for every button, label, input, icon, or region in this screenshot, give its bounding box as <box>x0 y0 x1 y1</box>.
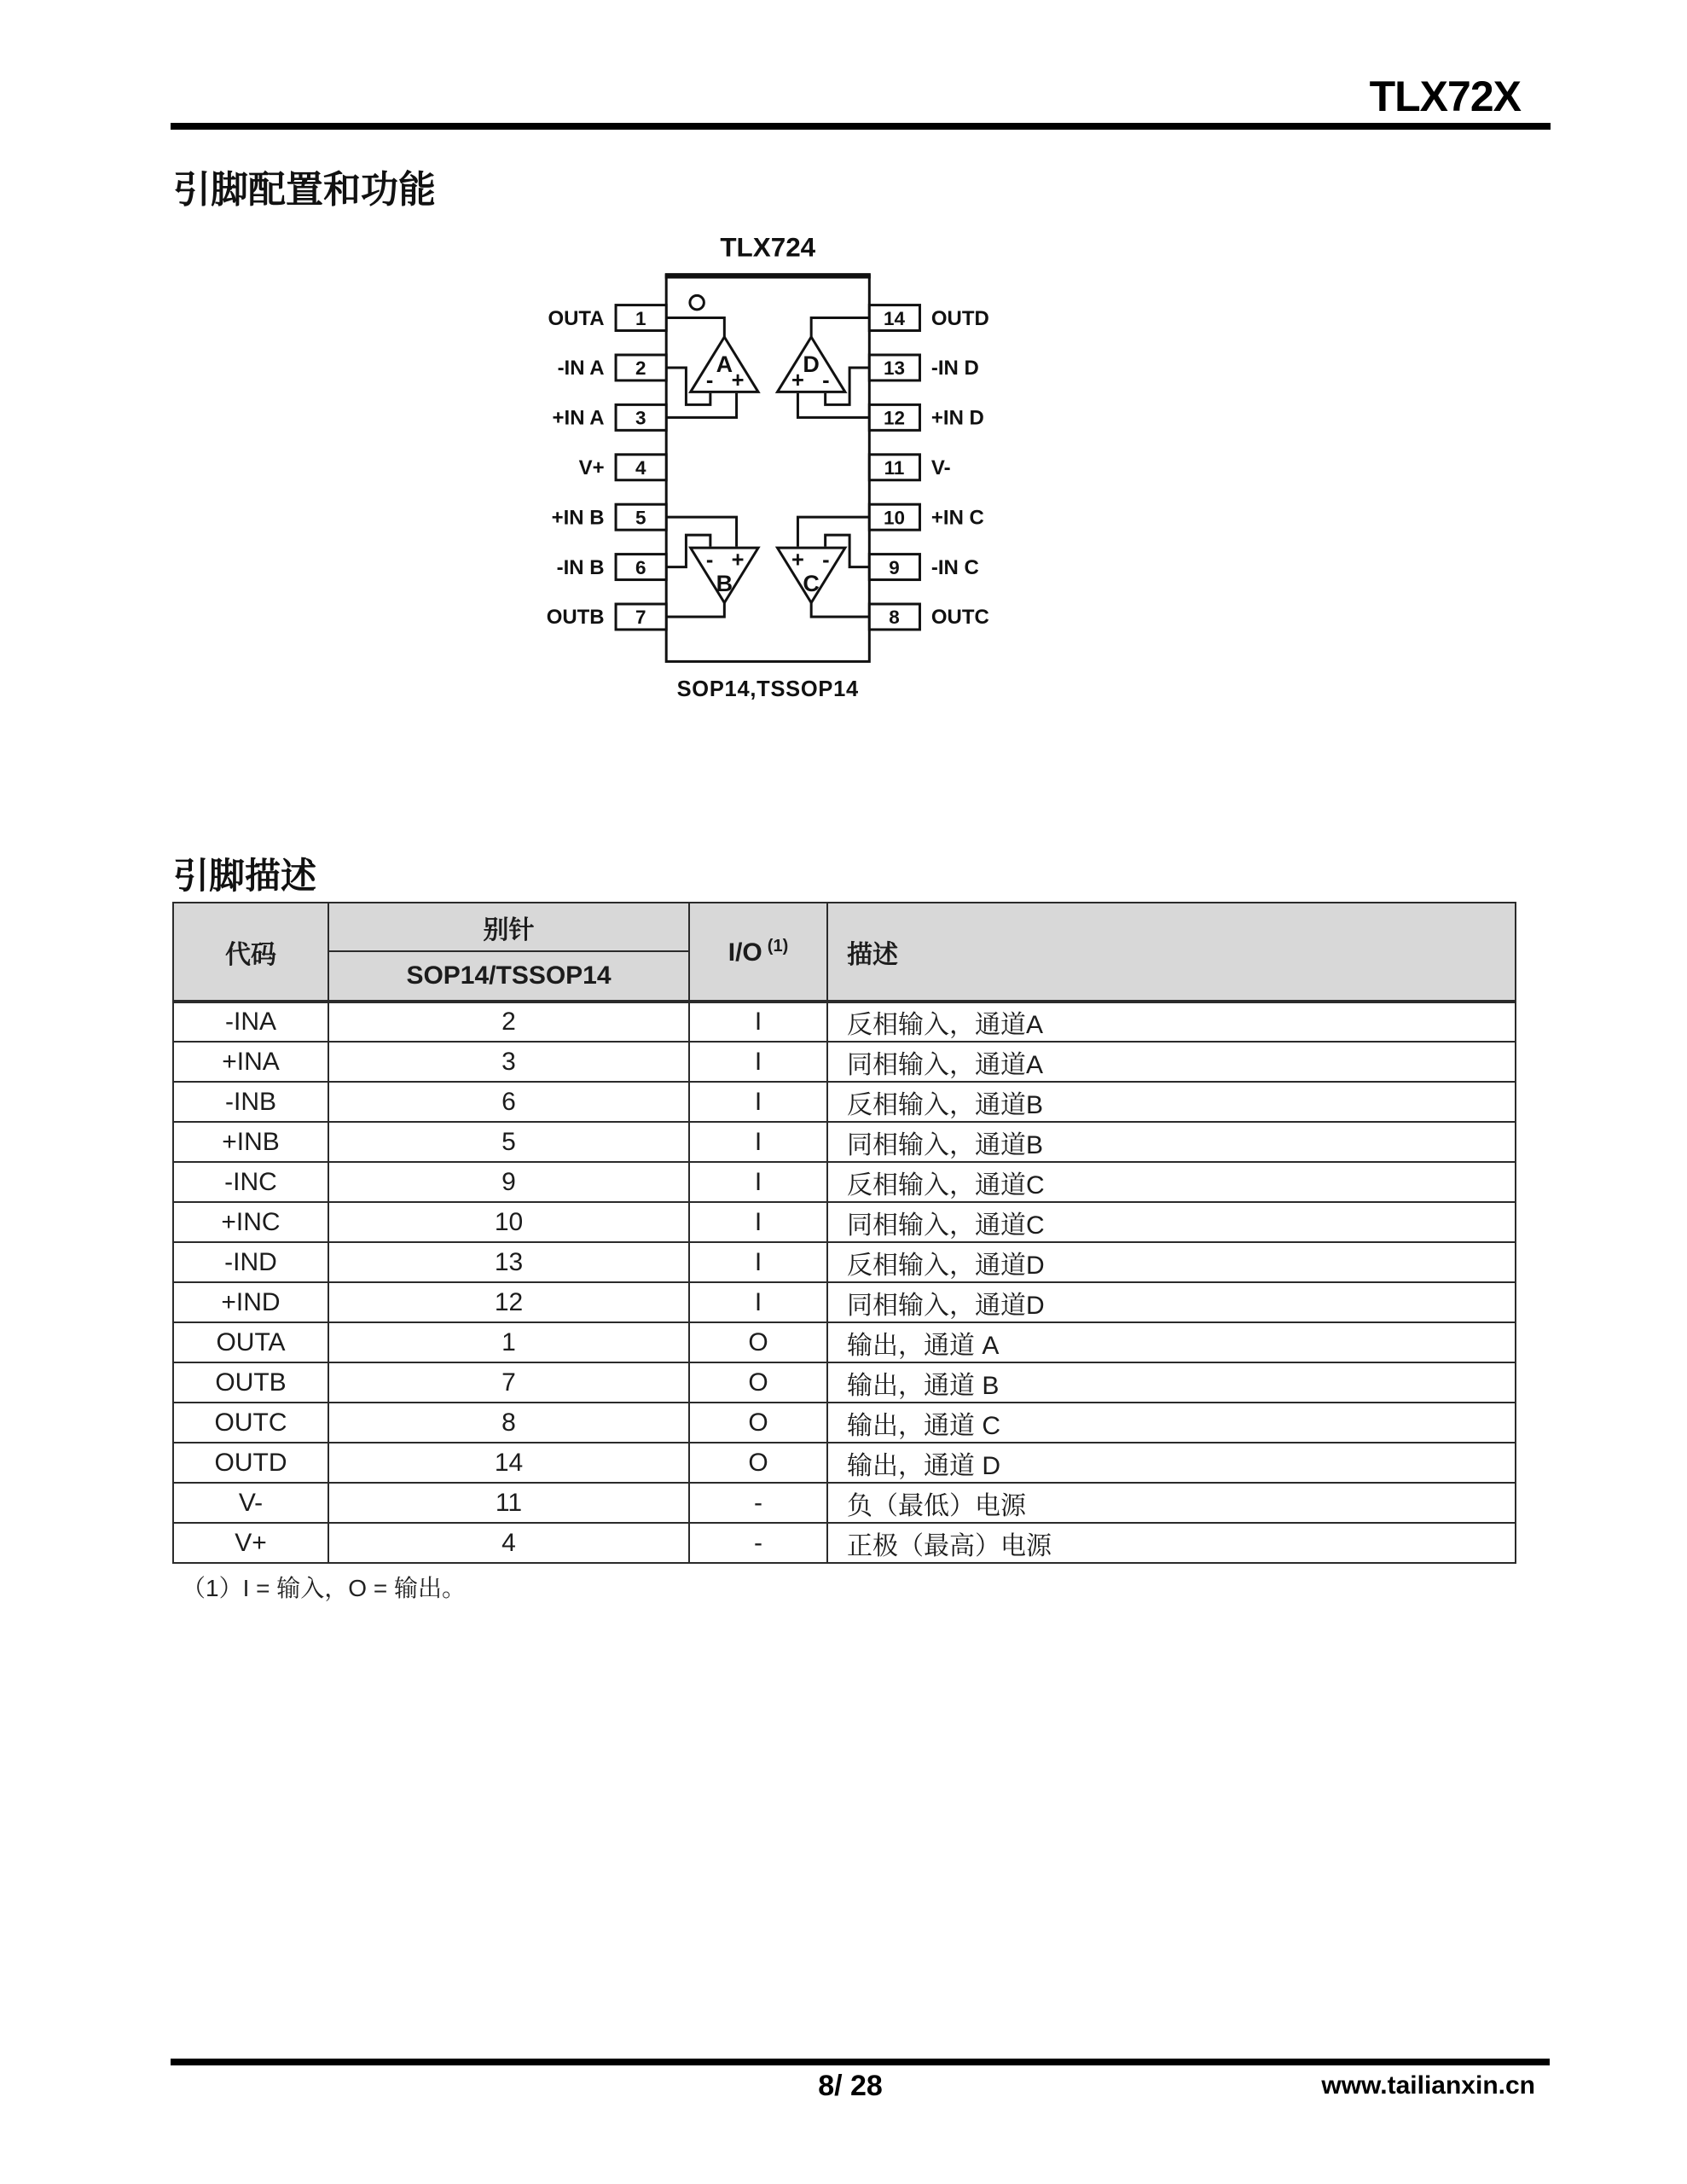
pin-number: 12 <box>884 407 906 429</box>
opamp-a-minus-terminal: - <box>705 369 714 393</box>
pin-code: OUTA <box>173 1322 328 1362</box>
pin-io: O <box>689 1362 827 1403</box>
table-row <box>173 1322 1516 1362</box>
pin-label: OUTB <box>546 606 605 630</box>
package-caption: SOP14,TSSOP14 <box>676 677 859 701</box>
pin-label: V- <box>930 456 951 480</box>
pin-number: 8 <box>889 607 900 629</box>
pin-io: - <box>689 1523 827 1563</box>
pin-number: 3 <box>635 407 646 429</box>
pin-number-cell: 14 <box>328 1443 689 1483</box>
opamp-c-plus-terminal: + <box>791 548 804 572</box>
pin-number-cell: 11 <box>328 1483 689 1523</box>
pin-number-cell: 5 <box>328 1122 689 1162</box>
pin-number: 6 <box>635 556 646 578</box>
table-row <box>173 1443 1516 1483</box>
pin-io: O <box>689 1322 827 1362</box>
pin-number-cell: 13 <box>328 1242 689 1282</box>
pin-number-cell: 12 <box>328 1282 689 1322</box>
table-row <box>173 1082 1516 1122</box>
pin-io: I <box>689 1042 827 1082</box>
pin-code: OUTC <box>173 1403 328 1443</box>
table-row <box>173 1282 1516 1322</box>
pin-io: I <box>689 1122 827 1162</box>
col-header-pin: 别针 <box>328 903 689 951</box>
pin-io: I <box>689 1162 827 1202</box>
pin-label: V+ <box>578 456 605 480</box>
pin-io: - <box>689 1483 827 1523</box>
table-row <box>173 1523 1516 1563</box>
pin-description: 反相输入，通道A <box>827 1002 1516 1042</box>
pin-number: 2 <box>635 357 646 380</box>
col-header-desc: 描述 <box>827 903 1516 1002</box>
opamp-b-label: B <box>716 571 733 597</box>
pin-number-cell: 9 <box>328 1162 689 1202</box>
pin-io: O <box>689 1403 827 1443</box>
pin-label: OUTC <box>930 606 989 630</box>
section-title-pin-description: 引脚描述 <box>173 856 317 896</box>
pin-number: 1 <box>635 307 646 329</box>
table-row <box>173 1042 1516 1082</box>
pin-number-cell: 7 <box>328 1362 689 1403</box>
opamp-b-minus-terminal: - <box>705 548 714 572</box>
pin-number-cell: 10 <box>328 1202 689 1242</box>
table-row <box>173 1483 1516 1523</box>
table-row <box>173 1122 1516 1162</box>
pin-number: 11 <box>884 457 905 479</box>
opamp-d-label: D <box>803 351 820 378</box>
col-header-io <box>689 903 827 1002</box>
pin-code: +INA <box>173 1042 328 1082</box>
pin-description: 负（最低）电源 <box>827 1483 1516 1523</box>
pin-number: 4 <box>635 457 646 479</box>
footer-rule <box>171 2059 1550 2065</box>
pin-description: 同相输入，通道C <box>827 1202 1516 1242</box>
pin-code: -INA <box>173 1002 328 1042</box>
pin-code: V+ <box>173 1523 328 1563</box>
opamp-c-minus-terminal: - <box>822 548 830 572</box>
pin-io: I <box>689 1082 827 1122</box>
pin-configuration-diagram <box>512 218 1194 866</box>
pin-description-table <box>172 902 1516 1564</box>
pin-number-cell: 1 <box>328 1322 689 1362</box>
pin-number: 10 <box>884 507 906 529</box>
opamp-a-plus-terminal: + <box>731 369 745 393</box>
chip-outline <box>666 275 869 662</box>
doc-title: TLX72X <box>1369 73 1521 120</box>
pin-description: 输出，通道 D <box>827 1443 1516 1483</box>
pin-number-cell: 6 <box>328 1082 689 1122</box>
col-header-pin-package: SOP14/TSSOP14 <box>328 951 689 1002</box>
table-row <box>173 1362 1516 1403</box>
section-title-pin-config: 引脚配置和功能 <box>173 169 436 211</box>
pin-code: -IND <box>173 1242 328 1282</box>
pin-code: OUTD <box>173 1443 328 1483</box>
table-footnote: （1）I = 输入，O = 输出。 <box>182 1575 466 1601</box>
pin-label: -IN A <box>557 357 605 380</box>
pin-io: O <box>689 1443 827 1483</box>
pin-description: 输出，通道 C <box>827 1403 1516 1443</box>
pin-io: I <box>689 1202 827 1242</box>
pin-code: +INC <box>173 1202 328 1242</box>
pin-number: 7 <box>635 607 646 629</box>
pin-label: -IN B <box>556 555 605 579</box>
pin-description: 正极（最高）电源 <box>827 1523 1516 1563</box>
pin-description: 同相输入，通道B <box>827 1122 1516 1162</box>
opamp-b-plus-terminal: + <box>731 548 745 572</box>
pin-description: 同相输入，通道D <box>827 1282 1516 1322</box>
table-row <box>173 1403 1516 1443</box>
table-row <box>173 1002 1516 1042</box>
opamp-a-label: A <box>716 351 733 378</box>
io-footnote-ref: (1) <box>767 936 789 956</box>
io-label: I/O <box>728 938 762 967</box>
pin-description: 反相输入，通道D <box>827 1242 1516 1282</box>
pin-label: +IN C <box>930 506 984 530</box>
pin-description: 输出，通道 B <box>827 1362 1516 1403</box>
website-text: www.tailianxin.cn <box>1321 2071 1535 2100</box>
opamp-d-minus-terminal: - <box>822 369 830 393</box>
pin-number-cell: 8 <box>328 1403 689 1443</box>
pin-description: 反相输入，通道C <box>827 1162 1516 1202</box>
pin-label: +IN D <box>930 406 984 430</box>
pin-description: 反相输入，通道B <box>827 1082 1516 1122</box>
opamp-c-label: C <box>803 571 820 597</box>
pin-io: I <box>689 1242 827 1282</box>
pin-code: V- <box>173 1483 328 1523</box>
pin-number: 5 <box>635 507 646 529</box>
pin-io: I <box>689 1002 827 1042</box>
pin-number-cell: 4 <box>328 1523 689 1563</box>
col-header-code: 代码 <box>173 903 328 1002</box>
pin-number: 9 <box>889 556 900 578</box>
pin-code: +INB <box>173 1122 328 1162</box>
table-row <box>173 1162 1516 1202</box>
opamp-d-plus-terminal: + <box>791 369 804 393</box>
pin-code: -INC <box>173 1162 328 1202</box>
pin-label: -IN D <box>930 357 979 380</box>
table-row <box>173 1202 1516 1242</box>
pin-description: 输出，通道 A <box>827 1322 1516 1362</box>
pin-code: OUTB <box>173 1362 328 1403</box>
pin-label: OUTA <box>548 306 605 330</box>
pin-number-cell: 3 <box>328 1042 689 1082</box>
pin-code: +IND <box>173 1282 328 1322</box>
pin-label: OUTD <box>930 306 989 330</box>
pin-code: -INB <box>173 1082 328 1122</box>
pin-number: 13 <box>884 357 906 380</box>
pin-number-cell: 2 <box>328 1002 689 1042</box>
pin-label: +IN B <box>551 506 605 530</box>
pin-description: 同相输入，通道A <box>827 1042 1516 1082</box>
pin-number: 14 <box>884 307 906 329</box>
pin-label: -IN C <box>930 555 979 579</box>
diagram-title: TLX724 <box>720 232 816 263</box>
page-number: 8/ 28 <box>818 2070 883 2102</box>
table-row <box>173 1242 1516 1282</box>
pin-io: I <box>689 1282 827 1322</box>
pin-label: +IN A <box>552 406 605 430</box>
header-rule <box>171 123 1551 130</box>
